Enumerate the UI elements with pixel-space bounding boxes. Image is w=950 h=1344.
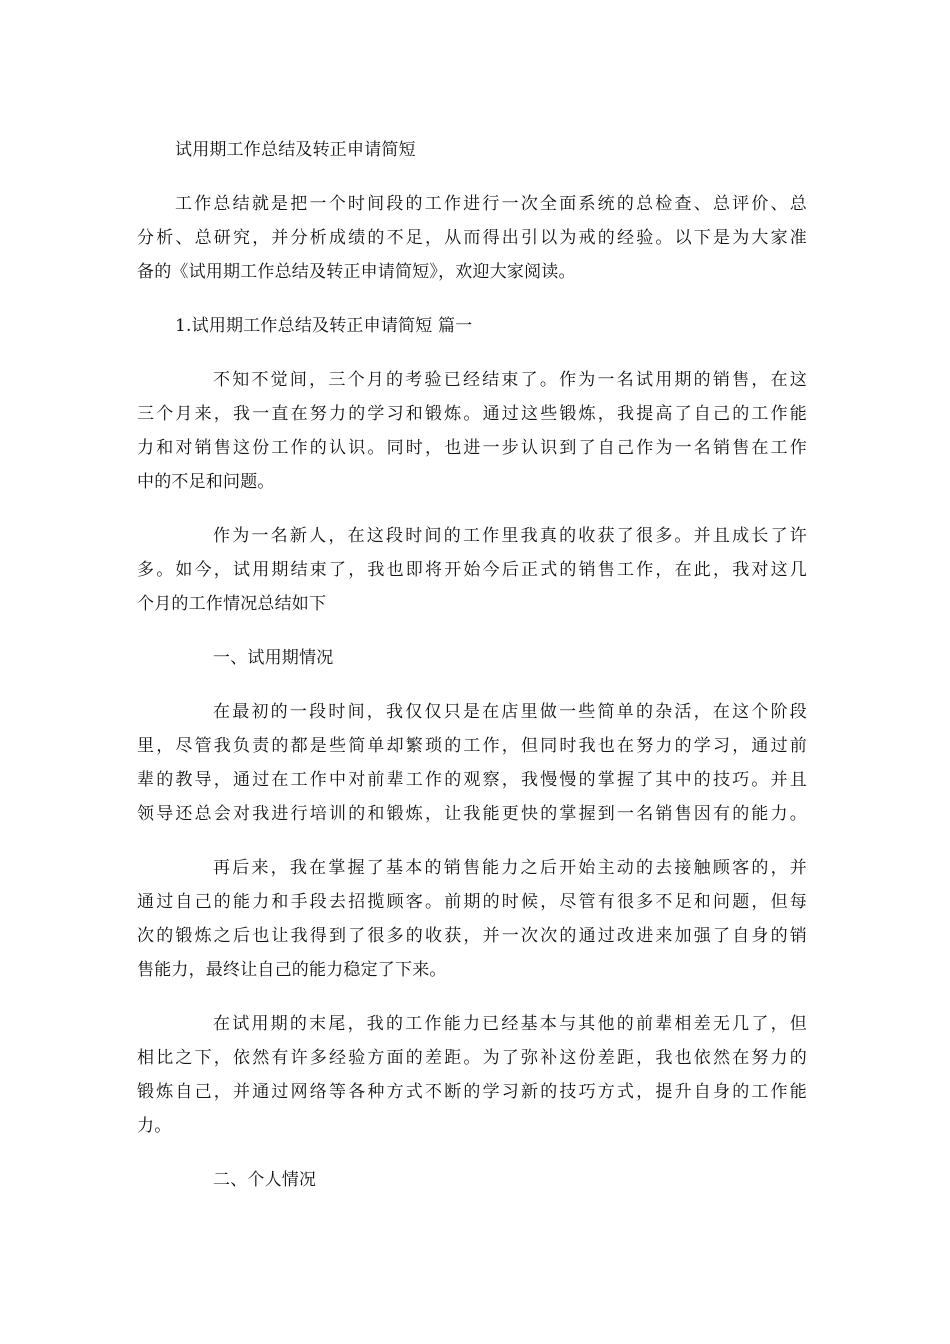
- para1-line-1: 不知不觉间，三个月的考验已经结束了。作为一名试用期的销售，在这: [213, 370, 807, 390]
- para4-line-3: 次的锻炼之后也让我得到了很多的收获，并一次次的通过改进来加强了自身的销: [137, 926, 807, 946]
- document-title: 试用期工作总结及转正申请简短: [175, 140, 416, 160]
- para4-line-1: 再后来，我在掌握了基本的销售能力之后开始主动的去接触顾客的，并: [213, 858, 807, 878]
- para1-line-3: 力和对销售这份工作的认识。同时，也进一步认识到了自己作为一名销售在工作: [137, 438, 807, 458]
- para2-line-2: 多。如今，试用期结束了，我也即将开始今后正式的销售工作，在此，我对这几: [137, 560, 807, 580]
- para3-line-1: 在最初的一段时间，我仅仅只是在店里做一些简单的杂活，在这个阶段: [213, 702, 807, 722]
- para3-line-4: 领导还总会对我进行培训的和锻炼，让我能更快的掌握到一名销售因有的能力。: [137, 804, 807, 824]
- section-heading-1: 一、试用期情况: [213, 648, 334, 668]
- para5-line-2: 相比之下，依然有许多经验方面的差距。为了弥补这份差距，我也依然在努力的: [137, 1048, 807, 1068]
- section-heading-2: 二、个人情况: [213, 1170, 317, 1190]
- para5-line-4: 力。: [137, 1116, 172, 1136]
- para5-line-3: 锻炼自己，并通过网络等各种方式不断的学习新的技巧方式，提升自身的工作能: [137, 1082, 807, 1102]
- para2-line-1: 作为一名新人，在这段时间的工作里我真的收获了很多。并且成长了许: [213, 526, 807, 546]
- para4-line-2: 通过自己的能力和手段去招揽顾客。前期的时候，尽管有很多不足和问题，但每: [137, 892, 807, 912]
- intro-line-2: 分析、总研究，并分析成绩的不足，从而得出引以为戒的经验。以下是为大家准: [137, 228, 807, 248]
- para4-line-4: 售能力，最终让自己的能力稳定了下来。: [137, 960, 447, 980]
- para2-line-3: 个月的工作情况总结如下: [137, 594, 327, 614]
- heading-part-one: 1.试用期工作总结及转正申请简短 篇一: [175, 316, 473, 336]
- para3-line-3: 辈的教导，通过在工作中对前辈工作的观察，我慢慢的掌握了其中的技巧。并且: [137, 770, 807, 790]
- intro-line-3: 备的《试用期工作总结及转正申请简短》，欢迎大家阅读。: [137, 262, 576, 282]
- para1-line-4: 中的不足和问题。: [137, 472, 275, 492]
- para1-line-2: 三个月来，我一直在努力的学习和锻炼。通过这些锻炼，我提高了自己的工作能: [137, 404, 807, 424]
- para3-line-2: 里，尽管我负责的都是些简单却繁琐的工作，但同时我也在努力的学习，通过前: [137, 736, 807, 756]
- para5-line-1: 在试用期的末尾，我的工作能力已经基本与其他的前辈相差无几了，但: [213, 1014, 807, 1034]
- intro-line-1: 工作总结就是把一个时间段的工作进行一次全面系统的总检查、总评价、总: [175, 194, 807, 214]
